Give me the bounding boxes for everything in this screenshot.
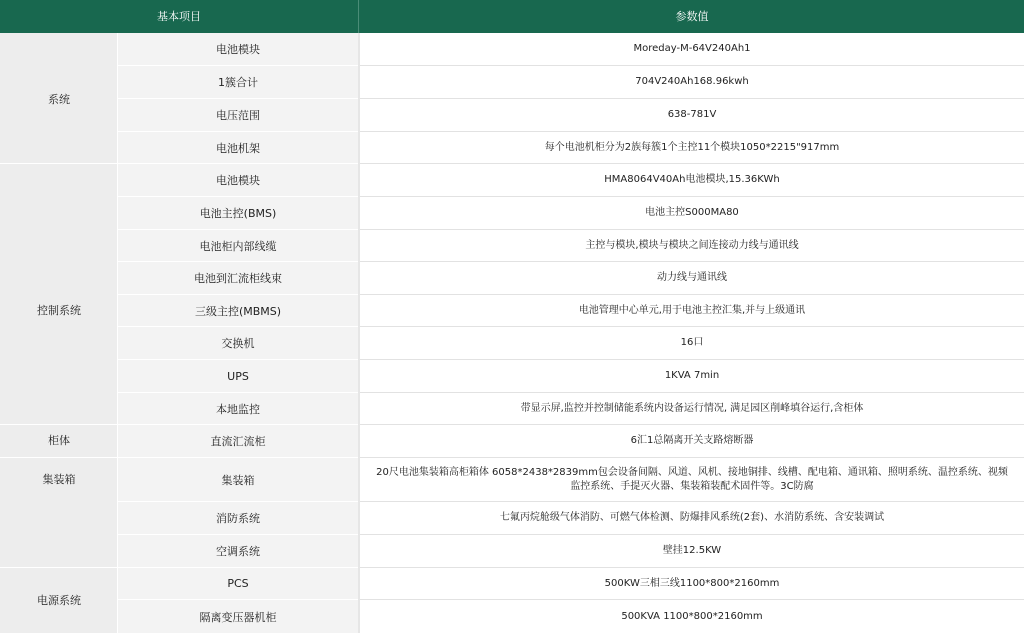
category-power-system: 电源系统 — [37, 594, 81, 607]
category-system: 系统 — [48, 93, 70, 106]
row-value: 壁挂12.5KW — [662, 545, 722, 556]
row-value: 电池主控S000MA80 — [645, 207, 739, 218]
table-row — [118, 568, 1024, 599]
row-value: 6汇1总隔离开关支路熔断器 — [630, 435, 754, 446]
category-divider — [0, 163, 118, 164]
row-value: 主控与模块,模块与模块之间连接动力线与通讯线 — [585, 239, 799, 251]
header-parameter-value: 参数值 — [675, 10, 709, 23]
row-value: 电池管理中心单元,用于电池主控汇集,并与上级通讯 — [578, 304, 806, 316]
category-container: 集装箱 — [42, 473, 76, 486]
row-item: 电池柜内部线缆 — [199, 239, 277, 253]
row-item: 电池模块 — [216, 43, 260, 56]
row-item: 隔离变压器机柜 — [199, 610, 277, 624]
row-value: 500KVA 1100*800*2160mm — [621, 610, 763, 622]
row-item: PCS — [227, 577, 249, 590]
table-row — [118, 295, 1024, 326]
row-item: 空调系统 — [216, 545, 260, 558]
row-item: 直流汇流柜 — [210, 435, 266, 448]
category-cabinet: 柜体 — [48, 434, 70, 447]
table-row — [118, 327, 1024, 359]
header-basic-item: 基本项目 — [157, 10, 201, 23]
table-row — [118, 600, 1024, 633]
row-item: 消防系统 — [216, 512, 260, 525]
table-row — [118, 99, 1024, 131]
header-divider — [358, 0, 359, 33]
table-header — [0, 0, 1024, 33]
row-value: 638-781V — [667, 109, 717, 120]
row-item: 电池模块 — [216, 174, 260, 187]
table-row — [118, 164, 1024, 196]
row-item: 本地监控 — [216, 402, 260, 416]
row-value-line: 20尺电池集装箱高柜箱体 6058*2438*2839mm包会设备间隔、风道、风机、接地铜排、线槽、配电箱、通讯箱、照明系统、温控系统、视频 — [376, 466, 1008, 478]
row-value: 七氟丙烷舱级气体消防、可燃气体检测、防爆排风系统(2套)、水消防系统、含安装调试 — [499, 512, 885, 523]
row-value — [360, 458, 1024, 501]
row-value: 704V240Ah168.96kwh — [635, 76, 749, 87]
table-row — [118, 66, 1024, 98]
row-item: 电压范围 — [216, 109, 260, 122]
table-row — [118, 393, 1024, 424]
row-item: 交换机 — [221, 337, 255, 350]
row-value: HMA8064V40Ah电池模块,15.36KWh — [604, 174, 780, 185]
row-item: 集装箱 — [221, 473, 255, 487]
table-row — [118, 230, 1024, 261]
row-value: Moreday-M-64V240Ah1 — [633, 43, 751, 54]
table-row — [118, 33, 1024, 65]
table-row — [118, 458, 1024, 501]
row-item: 1簇合计 — [218, 76, 258, 89]
table-row — [118, 197, 1024, 229]
row-value: 500KW三相三线1100*800*2160mm — [604, 577, 780, 589]
row-value: 动力线与通讯线 — [657, 272, 727, 283]
row-item: 电池主控(BMS) — [199, 207, 277, 220]
table-row — [118, 262, 1024, 294]
table-row — [118, 132, 1024, 163]
table-row — [118, 425, 1024, 457]
row-value: 16口 — [680, 337, 704, 348]
row-value: 1KVA 7min — [664, 370, 720, 381]
category-divider — [0, 424, 118, 425]
row-item: UPS — [227, 369, 249, 383]
table-row — [118, 360, 1024, 392]
row-item: 电池机架 — [216, 141, 260, 155]
table-row — [118, 502, 1024, 534]
row-value: 带显示屏,监控并控制储能系统内设备运行情况, 满足园区削峰填谷运行,含柜体 — [520, 402, 864, 414]
row-value: 每个电池机柜分为2族每簇1个主控11个模块1050*2215"917mm — [544, 141, 840, 153]
category-divider — [0, 567, 118, 568]
category-control-system: 控制系统 — [37, 304, 81, 317]
table-row — [118, 535, 1024, 567]
row-value-line: 监控系统、手提灭火器、集装箱装配术固件等。3C防腐 — [570, 480, 814, 492]
row-item: 电池到汇流柜线束 — [194, 272, 282, 285]
row-item: 三级主控(MBMS) — [194, 304, 282, 318]
category-column — [0, 33, 118, 633]
category-divider — [0, 457, 118, 458]
